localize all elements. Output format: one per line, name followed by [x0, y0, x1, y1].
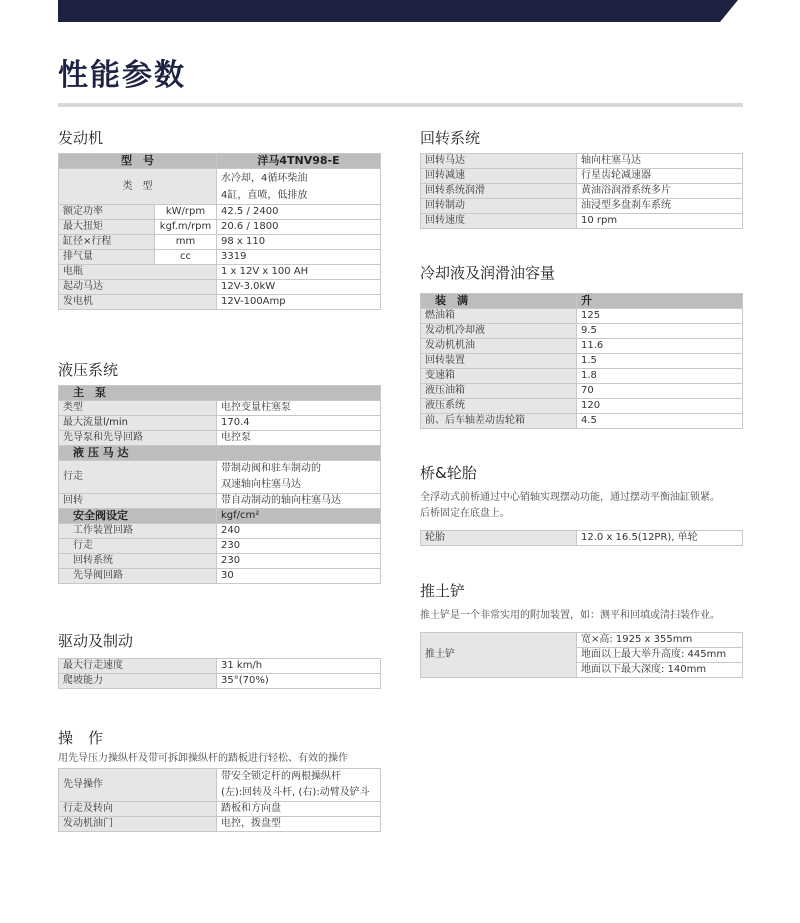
swing-value: 带自动制动的轴向柱塞马达: [217, 494, 381, 509]
row-label: 回转系统润滑: [421, 184, 577, 199]
row-unit: kW/rpm: [155, 205, 217, 220]
capacity-table: [420, 293, 743, 429]
table-row: [59, 674, 381, 689]
table-row: [59, 401, 381, 416]
dozer-title: 推土铲: [420, 582, 466, 600]
row-label: 回转装置: [421, 354, 577, 369]
tire-label: 轮胎: [421, 531, 577, 546]
relief-header: 安全阀设定: [59, 509, 217, 524]
row-value: 30: [217, 569, 381, 584]
row-value: 轴向柱塞马达: [577, 154, 743, 169]
row-value: 黄油浴润滑系统多片: [577, 184, 743, 199]
row-unit: kgf.m/rpm: [155, 220, 217, 235]
axle-desc-line: 全浮动式前桥通过中心销轴实现摆动功能，通过摆动平衡油缸锁紧。: [420, 492, 720, 503]
table-row: [59, 169, 381, 205]
table-row: [421, 309, 743, 324]
hydraulic-section: [58, 359, 381, 584]
dozer-value: 地面以下最大深度: 140mm: [577, 663, 743, 678]
row-label: 发动机冷却液: [421, 324, 577, 339]
type-value-line: 水冷却，4循环柴油: [221, 172, 308, 184]
row-value: 12V-100Amp: [217, 295, 381, 310]
row-label: 回转系统: [59, 554, 217, 569]
table-row: [59, 659, 381, 674]
relief-unit: kgf/cm²: [217, 509, 381, 524]
row-value: 1.5: [577, 354, 743, 369]
dozer-value: 宽×高: 1925 x 355mm: [577, 633, 743, 648]
row-label: 前、后车轴差动齿轮箱: [421, 414, 577, 429]
model-label: 型 号: [59, 154, 217, 169]
row-label: 回转马达: [421, 154, 577, 169]
table-row: [421, 184, 743, 199]
type-label: 类 型: [59, 169, 217, 205]
motor-header: 液 压 马 达: [59, 446, 381, 461]
row-value: 电控变量柱塞泵: [217, 401, 381, 416]
row-value: 42.5 / 2400: [217, 205, 381, 220]
row-label: 先导泵和先导回路: [59, 431, 217, 446]
row-label: 排气量: [59, 250, 155, 265]
axle-section: [420, 462, 743, 546]
row-value: 120: [577, 399, 743, 414]
row-label: 发动机油门: [59, 817, 217, 832]
table-row: [59, 539, 381, 554]
operation-desc: 用先导压力操纵杆及带可拆卸操纵杆的踏板进行轻松、有效的操作: [58, 753, 348, 764]
row-label: 电瓶: [59, 265, 217, 280]
capacity-header-label: 装 满: [421, 294, 577, 309]
operation-table: [58, 768, 381, 832]
row-value: 240: [217, 524, 381, 539]
drive-table: [58, 658, 381, 689]
table-row: [421, 633, 743, 648]
travel-label: 行走: [59, 461, 217, 494]
row-label: 最大扭矩: [59, 220, 155, 235]
table-row: [59, 280, 381, 295]
row-label: 缸径×行程: [59, 235, 155, 250]
table-row: [421, 339, 743, 354]
row-label: 发动机机油: [421, 339, 577, 354]
row-value: 行星齿轮减速器: [577, 169, 743, 184]
row-value: 电控，拨盘型: [217, 817, 381, 832]
row-label: 回转速度: [421, 214, 577, 229]
table-row: [59, 817, 381, 832]
travel-value-line: 双速轴向柱塞马达: [221, 479, 301, 490]
table-row: [59, 461, 381, 494]
pilot-value: [217, 769, 381, 802]
row-label: 先导阀回路: [59, 569, 217, 584]
table-row: [421, 169, 743, 184]
capacity-header-unit: 升: [577, 294, 743, 309]
table-row: [59, 431, 381, 446]
row-value: 31 km/h: [217, 659, 381, 674]
swing-section: [420, 127, 743, 229]
table-row: [59, 154, 381, 169]
table-row: [421, 354, 743, 369]
row-label: 行走: [59, 539, 217, 554]
table-row: [59, 250, 381, 265]
table-row: [59, 295, 381, 310]
dozer-label: 推土铲: [421, 633, 577, 678]
table-row: [421, 384, 743, 399]
swing-label: 回转: [59, 494, 217, 509]
table-row: [59, 524, 381, 539]
table-row: [59, 205, 381, 220]
axle-table: [420, 530, 743, 546]
dozer-section: [420, 580, 743, 678]
engine-title: 发动机: [58, 129, 104, 147]
engine-table: [58, 153, 381, 310]
table-row: [59, 235, 381, 250]
axle-desc-line: 后桥固定在底盘上。: [420, 508, 510, 519]
hydraulic-table: [58, 385, 381, 584]
row-value: 10 rpm: [577, 214, 743, 229]
row-value: 35°(70%): [217, 674, 381, 689]
pilot-label: 先导操作: [59, 769, 217, 802]
row-value: 70: [577, 384, 743, 399]
row-label: 液压油箱: [421, 384, 577, 399]
row-label: 类型: [59, 401, 217, 416]
tire-value: 12.0 x 16.5(12PR), 单轮: [577, 531, 743, 546]
dozer-table: [420, 632, 743, 678]
table-row: [421, 369, 743, 384]
row-label: 最大流量l/min: [59, 416, 217, 431]
table-row: [59, 509, 381, 524]
table-row: [59, 569, 381, 584]
table-row: [421, 214, 743, 229]
axle-title: 桥&轮胎: [420, 464, 477, 482]
row-value: 125: [577, 309, 743, 324]
travel-value-line: 带制动阀和驻车制动的: [221, 463, 321, 474]
row-value: 170.4: [217, 416, 381, 431]
table-row: [421, 199, 743, 214]
page-title: 性能参数: [58, 58, 186, 93]
travel-value: [217, 461, 381, 494]
title-divider: [58, 103, 743, 107]
table-row: [59, 446, 381, 461]
row-unit: mm: [155, 235, 217, 250]
row-label: 工作装置回路: [59, 524, 217, 539]
row-label: 起动马达: [59, 280, 217, 295]
table-row: [59, 220, 381, 235]
row-value: 油浸型多盘刹车系统: [577, 199, 743, 214]
row-value: 1.8: [577, 369, 743, 384]
row-label: 额定功率: [59, 205, 155, 220]
table-row: [421, 154, 743, 169]
table-row: [59, 769, 381, 802]
table-row: [421, 414, 743, 429]
pilot-value-line: 带安全锁定杆的两根操纵杆: [221, 771, 341, 782]
table-row: [59, 802, 381, 817]
drive-section: [58, 630, 381, 689]
top-banner-bar: [58, 0, 738, 22]
table-row: [59, 416, 381, 431]
table-row: [421, 294, 743, 309]
operation-section: [58, 727, 381, 832]
table-row: [59, 386, 381, 401]
row-value: 3319: [217, 250, 381, 265]
row-label: 爬坡能力: [59, 674, 217, 689]
row-value: 1 x 12V x 100 AH: [217, 265, 381, 280]
table-row: [59, 554, 381, 569]
row-label: 最大行走速度: [59, 659, 217, 674]
row-value: 电控泵: [217, 431, 381, 446]
row-value: 98 x 110: [217, 235, 381, 250]
row-label: 回转制动: [421, 199, 577, 214]
table-row: [421, 324, 743, 339]
model-value: 洋马4TNV98-E: [217, 154, 381, 169]
row-label: 燃油箱: [421, 309, 577, 324]
row-label: 行走及转向: [59, 802, 217, 817]
row-value: 20.6 / 1800: [217, 220, 381, 235]
pilot-value-line: (左):回转及斗杆, (右):动臂及铲斗: [221, 787, 370, 798]
dozer-value: 地面以上最大举升高度: 445mm: [577, 648, 743, 663]
row-label: 液压系统: [421, 399, 577, 414]
table-row: [421, 531, 743, 546]
capacity-section: [420, 262, 743, 429]
row-value: 12V-3.0kW: [217, 280, 381, 295]
table-row: [421, 399, 743, 414]
dozer-desc: 推土铲是一个非常实用的附加装置，如：测平和回填或清扫装作业。: [420, 610, 720, 621]
row-value: 踏板和方向盘: [217, 802, 381, 817]
type-value-line: 4缸，直喷，低排放: [221, 189, 308, 201]
row-value: 230: [217, 554, 381, 569]
engine-section: [58, 127, 381, 310]
drive-title: 驱动及制动: [58, 632, 134, 650]
row-label: 变速箱: [421, 369, 577, 384]
swing-table: [420, 153, 743, 229]
table-row: [59, 494, 381, 509]
capacity-title: 冷却液及润滑油容量: [420, 264, 556, 282]
hydraulic-title: 液压系统: [58, 361, 119, 379]
row-value: 4.5: [577, 414, 743, 429]
swing-title: 回转系统: [420, 129, 481, 147]
row-value: 11.6: [577, 339, 743, 354]
row-unit: cc: [155, 250, 217, 265]
operation-title: 操 作: [58, 729, 104, 747]
pump-header: 主 泵: [59, 386, 381, 401]
row-label: 发电机: [59, 295, 217, 310]
type-value: [217, 169, 381, 205]
table-row: [59, 265, 381, 280]
row-value: 9.5: [577, 324, 743, 339]
row-value: 230: [217, 539, 381, 554]
row-label: 回转减速: [421, 169, 577, 184]
